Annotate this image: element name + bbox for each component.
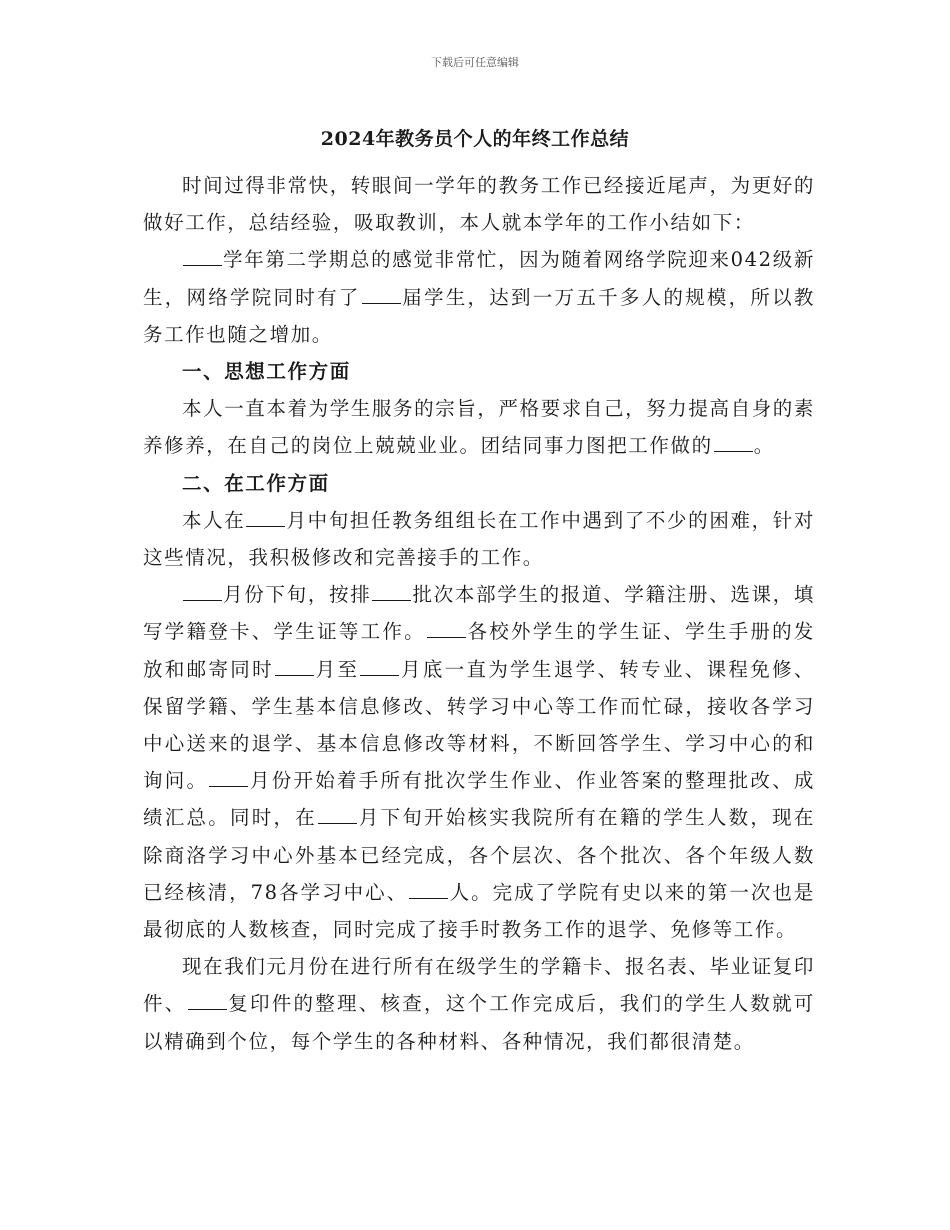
paragraph-text: 本人在 (182, 508, 246, 532)
paragraph-text: 本人一直本着为学生服务的宗旨，严格要求自己，努力提高自身的素养修养，在自己的岗位上兢兢业业。团结同事力图把工作做的 (143, 397, 816, 458)
paragraph-text: 人。完成了学院有史以来的第一次也是最彻底的人数核查，同时完成了接手时教务工作的退学、免修等工作。 (143, 880, 815, 942)
page-header-note: 下载后可任意编辑 (431, 56, 519, 69)
fill-blank (409, 879, 448, 899)
paragraph-text: 届学生，达到一万五千多人的规模，所以教务工作也随之增加。 (143, 285, 815, 346)
paragraph-intro: 时间过得非常快，转眼间一学年的教务工作已经接近尾声，为更好的做好工作，总结经验，吸取教训，本人就本学年的工作小结如下： (143, 174, 816, 235)
paragraph-team-lead (143, 502, 815, 576)
paragraph-semester (143, 241, 815, 353)
paragraph-text: 月至 (314, 657, 360, 681)
fill-blank (427, 619, 466, 639)
fill-blank (209, 768, 248, 788)
fill-blank (188, 991, 227, 1011)
section-heading-work: 二、在工作方面 (182, 471, 330, 495)
paragraph-text: 月底一直为学生退学、转专业、课程免修、保留学籍、学生基本信息修改、转学习中心等工作而忙碌，接收各学习中心送来的退学、基本信息修改等材料，不断回答学生、学习中心的和询问。 (143, 657, 815, 793)
fill-blank (318, 805, 357, 825)
fill-blank (183, 582, 222, 602)
fill-blank (183, 247, 222, 267)
paragraph-text: 月中旬担任教务组组长在工作中遇到了不少的困难，针对这些情况，我积极修改和完善接手的工作。 (143, 508, 815, 570)
paragraph-text: 。 (753, 434, 775, 458)
paragraph-text: 批次本部学生的报道、学籍注册、选课，填写学籍登卡、学生证等工作。 (143, 583, 816, 644)
paragraph-current-work (143, 948, 815, 1060)
paragraph-text: 月下旬开始核实我院所有在籍的学生人数，现在除商洛学习中心外基本已经完成，各个层次、各个批次、各个年级人数已经核清，78各学习中心、 (143, 806, 815, 904)
fill-blank (372, 582, 411, 602)
fill-blank (360, 656, 399, 676)
paragraph-text: 复印件的整理、核查，这个工作完成后，我们的学生人数就可以精确到个位，每个学生的各种材料、各种情况，我们都很清楚。 (143, 992, 816, 1053)
paragraph-text: 各校外学生的学生证、学生手册的发放和邮寄同时 (143, 620, 815, 681)
fill-blank (714, 433, 753, 453)
document-title: 2024年教务员个人的年终工作总结 (320, 128, 630, 150)
paragraph-text: 月份开始着手所有批次学生作业、作业答案的整理批改、成绩汇总。同时，在 (143, 769, 815, 830)
paragraph-text: 学年第二学期总的感觉非常忙，因为随着网络学院迎来042级新生，网络学院同时有了 (143, 248, 815, 309)
document-body (143, 167, 815, 1060)
paragraph-attitude (143, 390, 815, 464)
paragraph-text: 月份下旬，按排 (223, 583, 372, 607)
fill-blank (275, 656, 314, 676)
fill-blank (246, 507, 285, 527)
paragraph-text: 现在我们元月份在进行所有在级学生的学籍卡、报名表、毕业证复印件、 (143, 955, 816, 1016)
fill-blank (362, 284, 401, 304)
section-heading-thought: 一、思想工作方面 (182, 360, 351, 384)
paragraph-tasks (143, 576, 815, 948)
